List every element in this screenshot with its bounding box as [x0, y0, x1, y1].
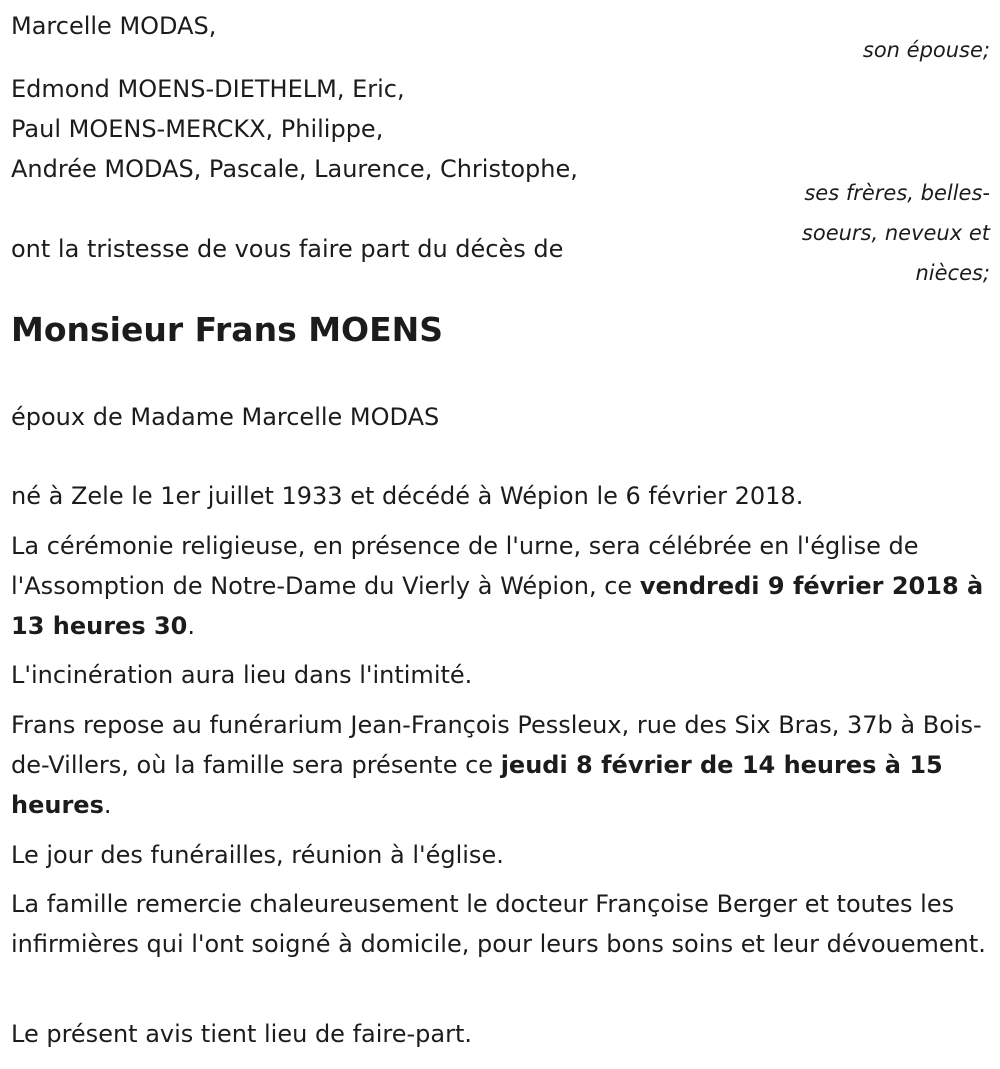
ceremony-paragraph: [11, 526, 996, 646]
ceremony-end: .: [187, 612, 195, 640]
ceremony-text: La cérémonie religieuse, en présence de l'urne, sera célébrée en l'église de l'Assomption de Notre-Dame du Vierly à Wépion, ce: [11, 532, 919, 600]
ceremony-date: vendredi 9 février 2018 à 13 heures 30: [11, 572, 984, 640]
visitation-text: Frans repose au funérarium Jean-François Pessleux, rue des Six Bras, 37b à Bois-de-Villers, où la famille sera présente ce: [11, 711, 982, 779]
sibling-line-1: Edmond MOENS-DIETHELM, Eric,: [11, 75, 405, 103]
thanks-paragraph: La famille remercie chaleureusement le docteur Françoise Berger et toutes les infirmières qui l'ont soigné à domicile, pour leurs bons soins et leur dévouement.: [11, 890, 986, 958]
meeting-text: Le jour des funérailles, réunion à l'église.: [11, 841, 504, 869]
sibling-role-line-1: ses frères, belles-: [804, 181, 990, 205]
cremation-text: L'incinération aura lieu dans l'intimité.: [11, 661, 473, 689]
visitation-date: jeudi 8 février de 14 heures à 15 heures: [11, 751, 943, 819]
visitation-end: .: [103, 791, 112, 819]
birth-death-text: né à Zele le 1er juillet 1933 et décédé à Wépion le 6 février 2018.: [11, 482, 804, 510]
notice-text: Le présent avis tient lieu de faire-part.: [11, 1020, 473, 1048]
announcement-text: ont la tristesse de vous faire part du décès de: [11, 235, 564, 263]
deceased-name: Monsieur Frans MOENS: [11, 310, 444, 349]
sibling-line-3: Andrée MODAS, Pascale, Laurence, Christophe,: [11, 155, 578, 183]
spouse-role: son épouse;: [862, 38, 990, 62]
spouse-of-text: époux de Madame Marcelle MODAS: [11, 403, 440, 431]
spouse-name: Marcelle MODAS,: [11, 12, 217, 40]
sibling-line-2: Paul MOENS-MERCKX, Philippe,: [11, 115, 384, 143]
sibling-role-line-2: soeurs, neveux et: [801, 221, 990, 245]
visitation-paragraph: [11, 705, 996, 825]
sibling-role-line-3: nièces;: [915, 261, 990, 285]
